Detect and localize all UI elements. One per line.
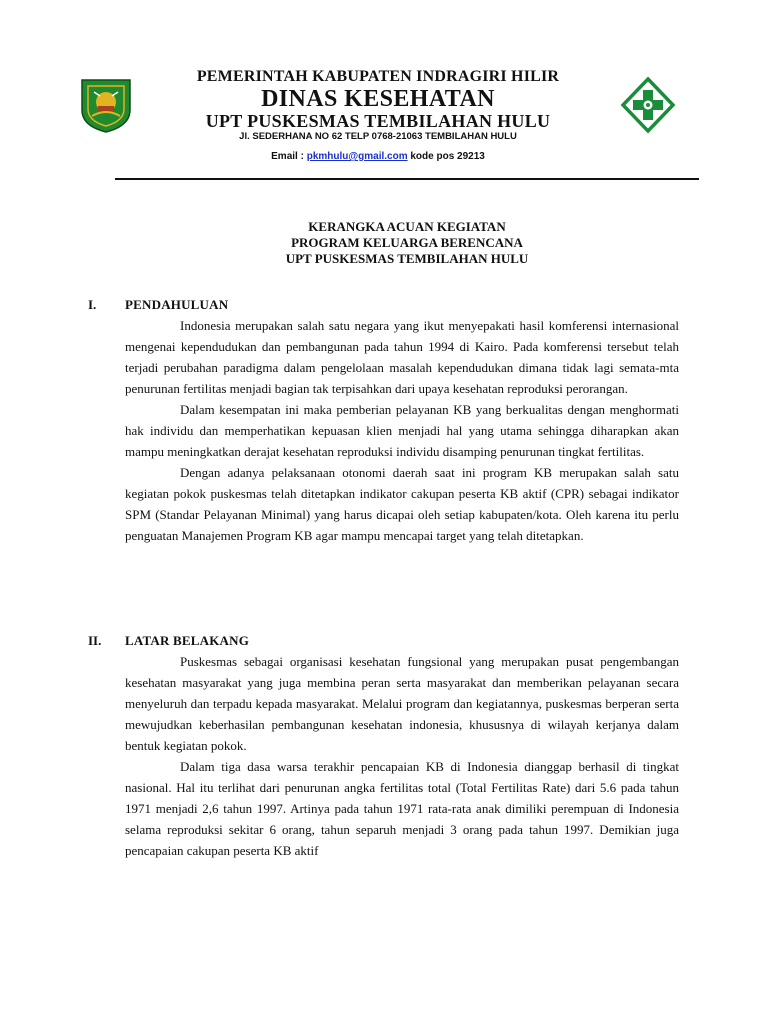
email-line	[140, 151, 616, 162]
section-number: I.	[88, 297, 97, 312]
paragraph: Indonesia merupakan salah satu negara yang ikut menyepakati hasil komferensi internasional mengenai kependudukan dan pembangunan pada tahun 1994 di Kairo. Pada komferensi tersebut telah terjadi perubahan paradigma dalam pengelolaan masalah kependudukan dimana tidak lagi semata-mta penurunan fertilitas menjadi bagian tak terpisahkan dari upaya kesehatan reproduksi perorangan.	[125, 318, 679, 396]
address-line: Jl. SEDERHANA NO 62 TELP 0768-21063 TEMBILAHAN HULU	[239, 131, 517, 142]
regency-emblem-icon	[78, 76, 134, 134]
paragraph: Dalam kesempatan ini maka pemberian pelayanan KB yang berkualitas dengan menghormati hak individu dan memperhatikan kepuasan klien menjadi hal yang utama sehingga diharapkan akan mampu meningkatkan derajat kesehatan reproduksi individu disamping penurunan tingkat fertilitas.	[125, 402, 679, 459]
government-name: PEMERINTAH KABUPATEN INDRAGIRI HILIR	[196, 68, 560, 85]
paragraph: Dalam tiga dasa warsa terakhir pencapaian KB di Indonesia dianggap berhasil di tingkat nasional. Hal itu terlihat dari penurunan angka fertilitas total (Total Fertilitas Rate) dari 5.6 pada tahun 1971 menjadi 2,6 tahun 1997. Artinya pada tahun 1971 rata-rata anak dimiliki perempuan di Indonesia selama reproduksi sekitar 6 orang, tahun separuh menjadi 3 orang pada tahun 1997. Demikian juga pencapaian cakupan peserta KB aktif	[125, 759, 679, 858]
section-body	[125, 315, 679, 546]
section-heading: PENDAHULUAN	[125, 297, 229, 312]
postal-code: kode pos 29213	[410, 151, 485, 162]
section-number: II.	[88, 633, 102, 648]
email-link[interactable]: pkmhulu@gmail.com	[306, 151, 408, 162]
document-title-line1: KERANGKA ACUAN KEGIATAN	[308, 219, 506, 234]
section-body	[125, 651, 679, 861]
section-heading: LATAR BELAKANG	[125, 633, 250, 648]
department-name: DINAS KESEHATAN	[261, 86, 495, 112]
document-title-line3: UPT PUSKESMAS TEMBILAHAN HULU	[285, 251, 529, 266]
unit-name: UPT PUSKESMAS TEMBILAHAN HULU	[205, 111, 551, 131]
letterhead	[0, 0, 768, 190]
paragraph: Puskesmas sebagai organisasi kesehatan fungsional yang merupakan pusat pengembangan kesehatan masyarakat yang juga membina peran serta masyarakat dan memberikan pelayanan secara menyeluruh dan terpadu kepada masyarakat. Melalui program dan kegiatannya, puskesmas berperan serta mewujudkan keberhasilan pembangunan kesehatan indonesia, khususnya di wilayah kerjanya dalam bentuk kegiatan pokok.	[125, 654, 679, 753]
paragraph: Dengan adanya pelaksanaan otonomi daerah saat ini program KB merupakan salah satu kegiatan pokok puskesmas telah ditetapkan indikator cakupan peserta KB aktif (CPR) sebagai indikator SPM (Standar Pelayanan Minimal) yang harus dicapai oleh setiap kabupaten/kota. Oleh karena itu perlu penguatan Manajemen Program KB agar mampu mencapai target yang telah ditetapkan.	[125, 465, 679, 543]
document-title-line2: PROGRAM KELUARGA BERENCANA	[291, 235, 523, 250]
health-cross-icon	[620, 76, 676, 134]
letterhead-divider	[115, 178, 699, 180]
email-label: Email :	[271, 151, 304, 162]
